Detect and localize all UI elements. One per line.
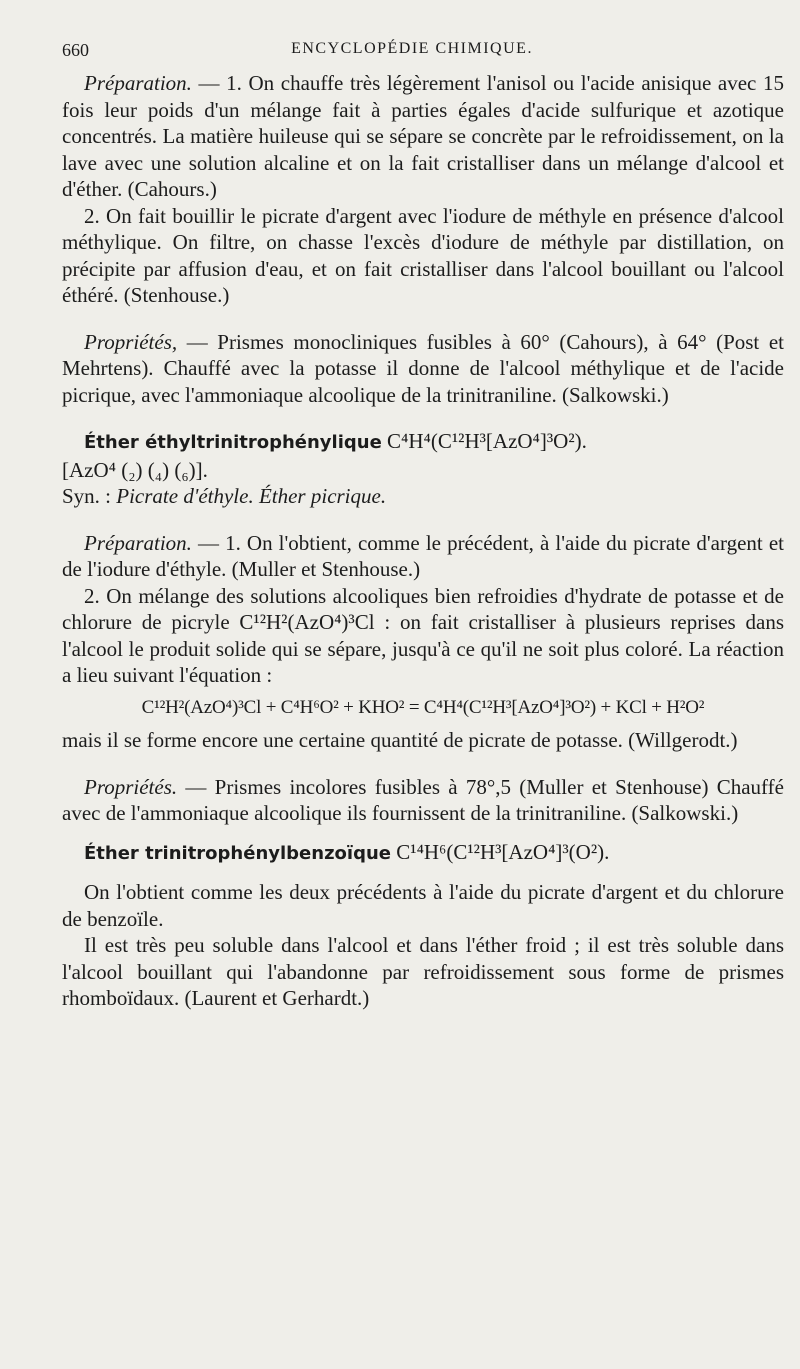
section-heading-benzoic (62, 839, 784, 868)
paragraph-solubility: Il est très peu soluble dans l'alcool et dans l'éther froid ; il est très soluble dans l'alcool bouillant qui l'abandonne par refroidissement sous forme de prismes rhomboïdaux. (Laurent et Gerhardt.) (62, 933, 784, 1010)
label-properties: Propriétés. (84, 774, 178, 799)
paragraph-properties-1: Propriétés, — Prismes monocliniques fusibles à 60° (Cahours), à 64° (Post et Mehrtens). Chauffé avec la potasse il donne de l'alcool méthylique et de l'acide picrique, avec l'ammoniaque alcoolique de la trinitraniline. (Salkowski.) (62, 329, 784, 407)
page-body (62, 70, 784, 1012)
running-title: ENCYCLOPÉDIE CHIMIQUE. (291, 40, 533, 57)
paragraph-preparation-4: 2. On mélange des solutions alcooliques bien refroidies d'hydrate de potasse et de chlorure de picryle C¹²H²(AzO⁴)³Cl : on fait cristalliser à plusieurs reprises dans l'alcool le produit solide qui se sépare, jusqu'à ce qu'il ne soit plus coloré. La réaction a lieu suivant l'équation : (62, 583, 784, 687)
heading-title: Éther trinitrophénylbenzoïque (84, 842, 392, 864)
heading-title: Éther éthyltrinitrophénylique (84, 432, 382, 453)
paragraph-preparation-1: Préparation. — 1. On chauffe très légèrement l'anisol ou l'acide anisique avec 15 fois leur poids d'un mélange fait à parties égales d'acide sulfurique et azotique concentrés. La matière huileuse qui se sépare se concrète par le refroidissement, on la lave avec une solution alcaline et on la fait cristalliser dans un mélange d'alcool et d'éther. (Cahours.) (62, 71, 784, 201)
label-preparation: Préparation. (84, 530, 192, 555)
synonyms-line: Syn. : Picrate d'éthyle. Éther picrique. (62, 484, 387, 508)
heading-formula: C⁴H⁴(C¹²H³[AzO⁴]³O²). (381, 429, 587, 453)
label-properties: Propriétés, (84, 329, 178, 354)
page-header (62, 40, 762, 64)
paragraph-preparation-3: Préparation. — 1. On l'obtient, comme le précédent, à l'aide du picrate d'argent et de l'iodure d'éthyle. (Muller et Stenhouse.) (62, 530, 784, 581)
paragraph-preparation-2: 2. On fait bouillir le picrate d'argent avec l'iodure de méthyle en présence d'alcool méthylique. On filtre, on chasse l'excès d'iodure de méthyle par distillation, on précipite par affusion d'eau, et on fait cristalliser dans l'alcool bouillant ou l'alcool éthéré. (Stenhouse.) (62, 203, 784, 307)
label-preparation: Préparation. (84, 71, 192, 95)
reaction-equation: C¹²H²(AzO⁴)³Cl + C⁴H⁶O² + KHO² = C⁴H⁴(C¹²H³[AzO⁴]³O²) + KCl + H²O² (141, 696, 705, 718)
section-heading-ethyl (62, 428, 784, 457)
heading-formula: C¹⁴H⁶(C¹²H³[AzO⁴]³(O²). (391, 839, 610, 864)
paragraph-obtaining: On l'obtient comme les deux précédents à l'aide du picrate d'argent et du chlorure de benzoïle. (62, 880, 784, 931)
paragraph-properties-2: Propriétés. — Prismes incolores fusibles à 78°,5 (Muller et Stenhouse) Chauffé avec de l'ammoniaque alcoolique ils fournissent de la trinitraniline. (Salkowski.) (62, 774, 784, 825)
paragraph-continuation: mais il se forme encore une certaine quantité de picrate de potasse. (Willgerodt.) (62, 728, 738, 752)
page-number: 660 (62, 40, 89, 60)
heading-formula-positions: [AzO⁴ (₂) (₄) (₆)]. (62, 457, 208, 482)
